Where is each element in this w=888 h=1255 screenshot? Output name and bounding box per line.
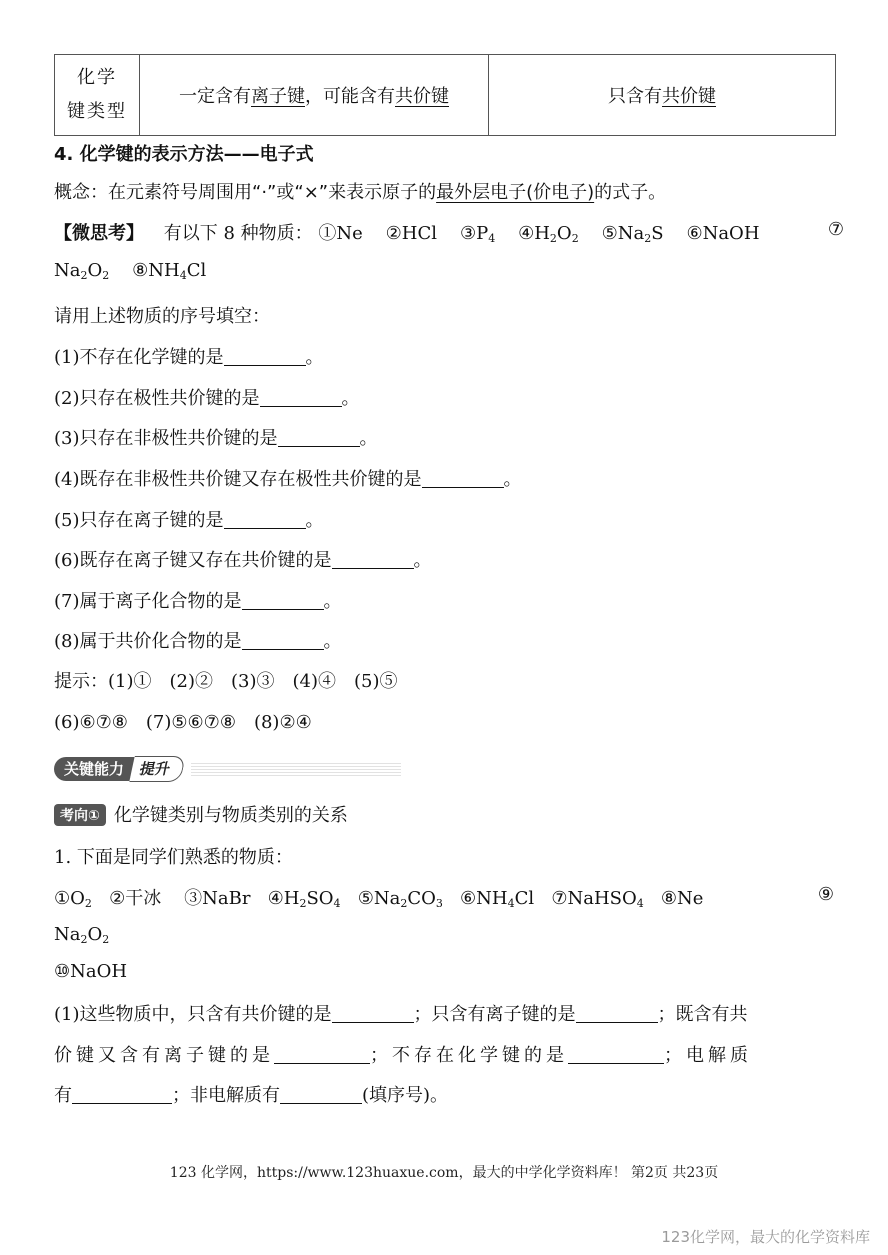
q1-item-4: $④H_2SO_4$ — [267, 888, 341, 910]
answer-blank[interactable] — [242, 591, 324, 610]
answer-blank[interactable] — [224, 510, 306, 529]
question-2: (2)只存在极性共价键的是 。 — [54, 388, 360, 409]
question-7: (7)属于离子化合物的是 。 — [54, 591, 342, 612]
substance-7-marker: ⑦ — [827, 219, 844, 240]
kaoxiang-heading — [54, 801, 348, 827]
q1-item-1: $①O_2$ — [54, 888, 92, 910]
answer-blank[interactable] — [332, 550, 414, 569]
question-8: (8)属于共价化合物的是 。 — [54, 631, 342, 652]
q1-part1-line2: 价键又含有离子键的是 ；不存在化学键的是 ；电解质 — [54, 1045, 752, 1066]
ionic-underlined-1: 离子键 — [251, 86, 305, 107]
q1-item-7: ⑦NaHSO$_4$ — [551, 888, 644, 910]
kaoxiang-title: 化学键类别与物质类别的关系 — [113, 805, 348, 826]
watermark: 123化学网，最大的化学资料库 — [661, 1228, 870, 1246]
answer-blank[interactable] — [274, 1045, 370, 1064]
section-4-title: 4. 化学键的表示方法——电子式 — [54, 144, 314, 165]
answer-blank[interactable] — [422, 469, 504, 488]
micro-think-intro: 有以下 8 种物质： — [163, 223, 313, 244]
q1-item-6: $⑥NH_4Cl$ — [460, 888, 535, 910]
row-label-line2: 键类型 — [67, 101, 127, 122]
answer-blank[interactable] — [332, 1004, 414, 1023]
concept-pre: 概念：在元素符号周围用“·”或“×”来表示原子的 — [54, 182, 437, 203]
answer-blank[interactable] — [280, 1085, 362, 1104]
micro-think-line2 — [54, 260, 206, 281]
concept-line — [54, 178, 666, 204]
answer-blank[interactable] — [72, 1085, 172, 1104]
substance-6: ⑥NaOH — [686, 223, 760, 244]
banner-dark-label: 关键能力 — [54, 757, 138, 781]
q1-item-2: ②干冰 — [109, 888, 162, 909]
answer-blank[interactable] — [224, 347, 306, 366]
substance-1: ①Ne — [318, 223, 363, 244]
ionic-compound-cell — [140, 55, 489, 136]
ionic-underlined-2: 共价键 — [395, 86, 449, 107]
question-6: (6)既存在离子键又存在共价键的是 。 — [54, 550, 432, 571]
micro-think-label: 【微思考】 — [54, 223, 144, 244]
page-footer: 123 化学网，https://www.123huaxue.com，最大的中学化学资料库！ 第2页 共23页 — [169, 1165, 719, 1181]
substance-5: $⑤Na_2S$ — [601, 223, 664, 245]
kaoxiang-tag: 考向① — [54, 804, 106, 826]
concept-underlined: 最外层电子(价电子) — [436, 182, 595, 203]
substance-2: ②HCl — [385, 223, 438, 244]
hint-line-1: 提示：(1)① (2)② (3)③ (4)④ (5)⑤ — [54, 671, 398, 692]
micro-think-line1 — [54, 219, 844, 245]
answer-blank[interactable] — [576, 1004, 658, 1023]
question-5: (5)只存在离子键的是 。 — [54, 510, 324, 531]
row-label-cell — [55, 55, 140, 136]
banner-light-label: 提升 — [129, 756, 186, 782]
q1-substances-line1 — [54, 884, 834, 910]
question-1: (1)不存在化学键的是 。 — [54, 347, 324, 368]
q1-part1-line1: (1)这些物质中，只含有共价键的是 ；只含有离子键的是 ；既含有共 — [54, 1004, 748, 1025]
substance-4: $④H_2O_2$ — [518, 223, 579, 245]
q1-item-9-marker: ⑨ — [817, 884, 834, 905]
instruction: 请用上述物质的序号填空： — [54, 306, 270, 327]
q1-item-8: ⑧Ne — [660, 888, 704, 909]
question-4: (4)既存在非极性共价键又存在极性共价键的是 。 — [54, 469, 522, 490]
q1-item-10: ⑩NaOH — [54, 961, 128, 982]
q1-intro: 1. 下面是同学们熟悉的物质： — [54, 847, 293, 868]
covalent-underlined: 共价键 — [662, 86, 716, 107]
question-3: (3)只存在非极性共价键的是 。 — [54, 428, 378, 449]
covalent-compound-cell — [489, 55, 836, 136]
bond-type-table — [54, 54, 836, 136]
banner-stripe — [191, 762, 401, 776]
substance-8: $⑧NH_4Cl$ — [132, 260, 207, 282]
ionic-pre: 一定含有 — [179, 86, 251, 107]
answer-blank[interactable] — [278, 428, 360, 447]
q1-substances-line2 — [54, 924, 109, 945]
concept-post: 的式子。 — [594, 182, 667, 203]
answer-blank[interactable] — [242, 631, 324, 650]
key-ability-banner — [54, 757, 401, 781]
answer-blank[interactable] — [260, 388, 342, 407]
ionic-mid: ，可能含有 — [305, 86, 395, 107]
answer-blank[interactable] — [568, 1045, 664, 1064]
covalent-pre: 只含有 — [608, 86, 662, 107]
hint-line-2: (6)⑥⑦⑧ (7)⑤⑥⑦⑧ (8)②④ — [54, 712, 312, 733]
q1-item-5: $⑤Na_2CO_3$ — [357, 888, 443, 910]
substance-7: $Na_2O_2$ — [54, 260, 110, 282]
q1-item-3: ③NaBr — [184, 888, 251, 909]
q1-part1-line3: 有 ；非电解质有 (填序号)。 — [54, 1085, 449, 1106]
row-label-line1: 化学 — [77, 67, 117, 88]
q1-item-9: $Na_2O_2$ — [54, 924, 110, 946]
substance-3: $③P_4$ — [459, 223, 496, 245]
